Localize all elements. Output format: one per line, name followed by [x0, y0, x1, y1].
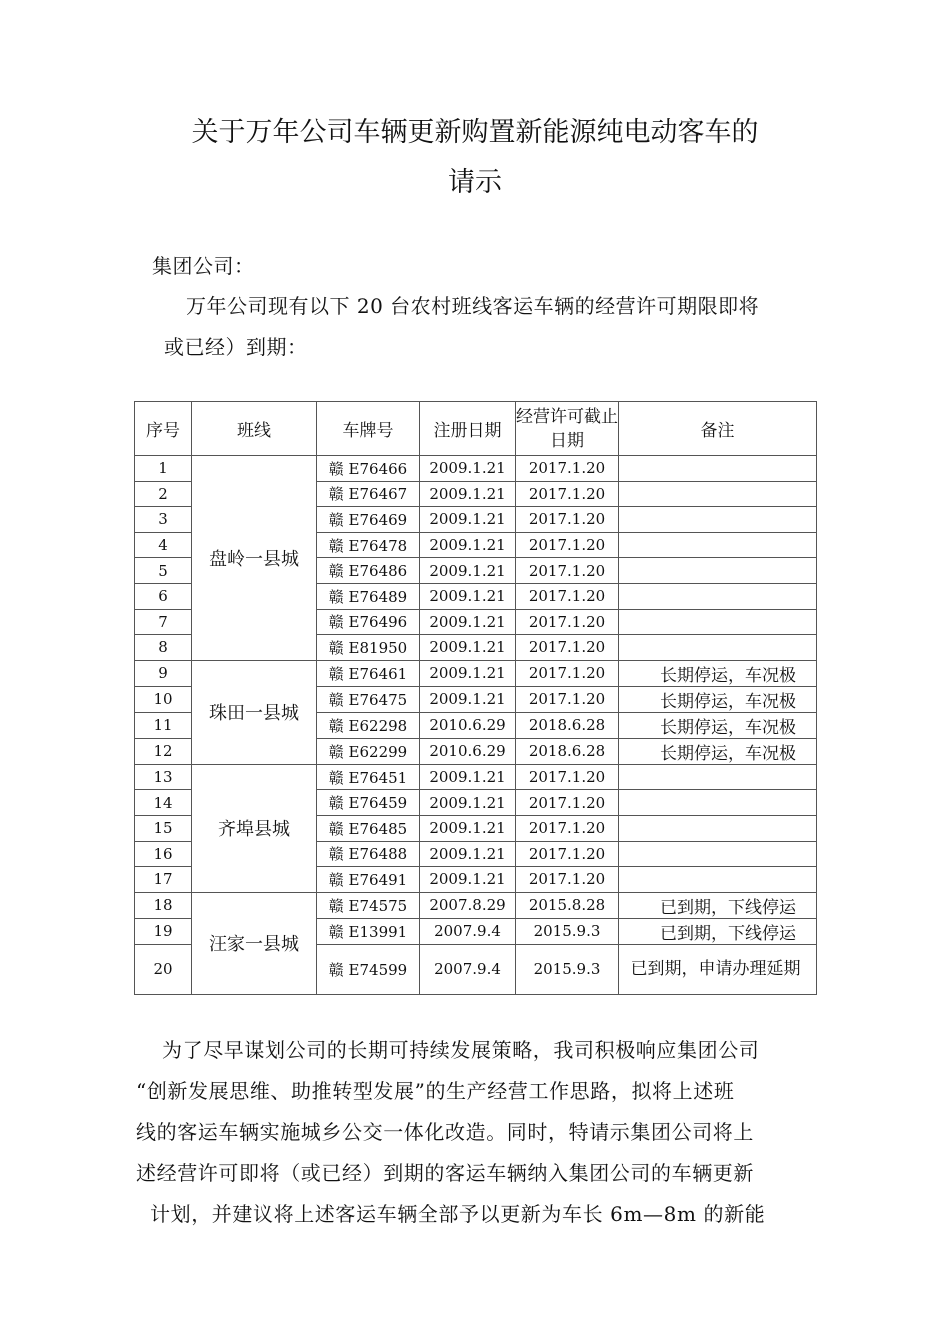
- cell-index: 6: [135, 583, 192, 609]
- cell-reg-date: 2009.1.21: [420, 583, 516, 609]
- table-row: [135, 660, 817, 686]
- cell-remarks: [619, 841, 817, 867]
- cell-plate: 赣 E76459: [317, 790, 420, 816]
- cell-remarks: 已到期，申请办理延期: [619, 944, 817, 994]
- cell-index: 4: [135, 532, 192, 558]
- cell-reg-date: 2009.1.21: [420, 635, 516, 661]
- cell-permit-end: 2017.1.20: [516, 456, 619, 482]
- cell-plate: 赣 E62299: [317, 738, 420, 764]
- cell-index: 12: [135, 738, 192, 764]
- cell-reg-date: 2009.1.21: [420, 532, 516, 558]
- cell-remarks: [619, 867, 817, 893]
- salutation: 集团公司：: [152, 254, 255, 278]
- cell-permit-end: 2017.1.20: [516, 867, 619, 893]
- cell-index: 14: [135, 790, 192, 816]
- paragraph-line: “创新发展思维、助推转型发展”的生产经营工作思路，拟将上述班: [136, 1079, 735, 1103]
- cell-plate: 赣 E62298: [317, 712, 420, 738]
- cell-permit-end: 2017.1.20: [516, 558, 619, 584]
- cell-plate: 赣 E76461: [317, 660, 420, 686]
- cell-plate: 赣 E76485: [317, 815, 420, 841]
- cell-reg-date: 2009.1.21: [420, 841, 516, 867]
- document-title-line1: 关于万年公司车辆更新购置新能源纯电动客车的: [191, 117, 759, 148]
- paragraph-line: 计划，并建议将上述客运车辆全部予以更新为车长 6m—8m 的新能: [150, 1202, 766, 1226]
- cell-route: 珠田一县城: [192, 660, 317, 764]
- cell-permit-end: 2017.1.20: [516, 609, 619, 635]
- cell-permit-end: 2017.1.20: [516, 660, 619, 686]
- cell-permit-end: 2017.1.20: [516, 764, 619, 790]
- paragraph-line: 为了尽早谋划公司的长期可持续发展策略，我司积极响应集团公司: [162, 1038, 760, 1062]
- vehicle-table: [134, 401, 817, 995]
- cell-index: 10: [135, 686, 192, 712]
- cell-index: 15: [135, 815, 192, 841]
- cell-index: 3: [135, 507, 192, 533]
- cell-remarks: [619, 635, 817, 661]
- cell-reg-date: 2009.1.21: [420, 867, 516, 893]
- cell-permit-end: 2018.6.28: [516, 738, 619, 764]
- cell-remarks: 长期停运，车况极: [619, 686, 817, 712]
- cell-remarks: [619, 507, 817, 533]
- cell-plate: 赣 E74599: [317, 944, 420, 994]
- cell-remarks: 已到期，下线停运: [619, 918, 817, 944]
- cell-remarks: 长期停运，车况极: [619, 712, 817, 738]
- cell-plate: 赣 E76486: [317, 558, 420, 584]
- cell-index: 16: [135, 841, 192, 867]
- cell-plate: 赣 E76475: [317, 686, 420, 712]
- cell-plate: 赣 E13991: [317, 918, 420, 944]
- cell-reg-date: 2009.1.21: [420, 481, 516, 507]
- cell-reg-date: 2009.1.21: [420, 558, 516, 584]
- cell-route: 齐埠县城: [192, 764, 317, 892]
- cell-plate: 赣 E76467: [317, 481, 420, 507]
- cell-reg-date: 2010.6.29: [420, 712, 516, 738]
- header-permit-end: 经营许可截止日期: [516, 402, 619, 456]
- cell-remarks: [619, 790, 817, 816]
- cell-index: 13: [135, 764, 192, 790]
- cell-index: 1: [135, 456, 192, 482]
- cell-plate: 赣 E76496: [317, 609, 420, 635]
- cell-permit-end: 2017.1.20: [516, 507, 619, 533]
- cell-permit-end: 2017.1.20: [516, 635, 619, 661]
- cell-permit-end: 2017.1.20: [516, 481, 619, 507]
- cell-permit-end: 2017.1.20: [516, 583, 619, 609]
- cell-reg-date: 2009.1.21: [420, 660, 516, 686]
- header-reg-date: 注册日期: [420, 402, 516, 456]
- cell-plate: 赣 E76466: [317, 456, 420, 482]
- cell-remarks: [619, 609, 817, 635]
- cell-reg-date: 2009.1.21: [420, 456, 516, 482]
- cell-reg-date: 2009.1.21: [420, 815, 516, 841]
- cell-permit-end: 2017.1.20: [516, 790, 619, 816]
- cell-permit-end: 2015.9.3: [516, 944, 619, 994]
- cell-reg-date: 2007.8.29: [420, 892, 516, 918]
- cell-plate: 赣 E76478: [317, 532, 420, 558]
- cell-plate: 赣 E81950: [317, 635, 420, 661]
- cell-permit-end: 2017.1.20: [516, 841, 619, 867]
- cell-reg-date: 2009.1.21: [420, 686, 516, 712]
- cell-plate: 赣 E76491: [317, 867, 420, 893]
- cell-remarks: 长期停运，车况极: [619, 738, 817, 764]
- cell-plate: 赣 E74575: [317, 892, 420, 918]
- cell-permit-end: 2017.1.20: [516, 532, 619, 558]
- header-remarks: 备注: [619, 402, 817, 456]
- table-row: [135, 892, 817, 918]
- cell-index: 7: [135, 609, 192, 635]
- cell-remarks: 已到期，下线停运: [619, 892, 817, 918]
- cell-permit-end: 2015.9.3: [516, 918, 619, 944]
- table-header-row: [135, 402, 817, 456]
- cell-route: 汪家一县城: [192, 892, 317, 994]
- cell-plate: 赣 E76488: [317, 841, 420, 867]
- cell-index: 9: [135, 660, 192, 686]
- cell-route: 盘岭一县城: [192, 456, 317, 661]
- cell-index: 11: [135, 712, 192, 738]
- cell-plate: 赣 E76469: [317, 507, 420, 533]
- cell-reg-date: 2009.1.21: [420, 790, 516, 816]
- body-paragraph: [136, 1030, 812, 1235]
- cell-permit-end: 2017.1.20: [516, 815, 619, 841]
- cell-remarks: [619, 583, 817, 609]
- cell-remarks: [619, 764, 817, 790]
- intro-line1: 万年公司现有以下 20 台农村班线客运车辆的经营许可期限即将: [186, 294, 760, 318]
- cell-index: 18: [135, 892, 192, 918]
- cell-reg-date: 2009.1.21: [420, 764, 516, 790]
- table-row: [135, 456, 817, 482]
- cell-plate: 赣 E76489: [317, 583, 420, 609]
- cell-plate: 赣 E76451: [317, 764, 420, 790]
- cell-index: 20: [135, 944, 192, 994]
- paragraph-line: 线的客运车辆实施城乡公交一体化改造。同时，特请示集团公司将上: [136, 1120, 754, 1144]
- cell-reg-date: 2010.6.29: [420, 738, 516, 764]
- cell-reg-date: 2007.9.4: [420, 944, 516, 994]
- table-row: [135, 764, 817, 790]
- cell-permit-end: 2017.1.20: [516, 686, 619, 712]
- cell-index: 2: [135, 481, 192, 507]
- cell-index: 17: [135, 867, 192, 893]
- cell-reg-date: 2009.1.21: [420, 507, 516, 533]
- cell-index: 5: [135, 558, 192, 584]
- cell-permit-end: 2018.6.28: [516, 712, 619, 738]
- cell-remarks: [619, 456, 817, 482]
- cell-index: 8: [135, 635, 192, 661]
- cell-index: 19: [135, 918, 192, 944]
- intro-line2: 或已经）到期：: [164, 335, 308, 359]
- document-title-line2: 请示: [448, 167, 502, 198]
- cell-remarks: [619, 558, 817, 584]
- header-route: 班线: [192, 402, 317, 456]
- paragraph-line: 述经营许可即将（或已经）到期的客运车辆纳入集团公司的车辆更新: [136, 1161, 754, 1185]
- cell-remarks: [619, 481, 817, 507]
- cell-permit-end: 2015.8.28: [516, 892, 619, 918]
- header-plate: 车牌号: [317, 402, 420, 456]
- cell-remarks: [619, 815, 817, 841]
- cell-reg-date: 2007.9.4: [420, 918, 516, 944]
- cell-reg-date: 2009.1.21: [420, 609, 516, 635]
- header-index: 序号: [135, 402, 192, 456]
- cell-remarks: [619, 532, 817, 558]
- cell-remarks: 长期停运，车况极: [619, 660, 817, 686]
